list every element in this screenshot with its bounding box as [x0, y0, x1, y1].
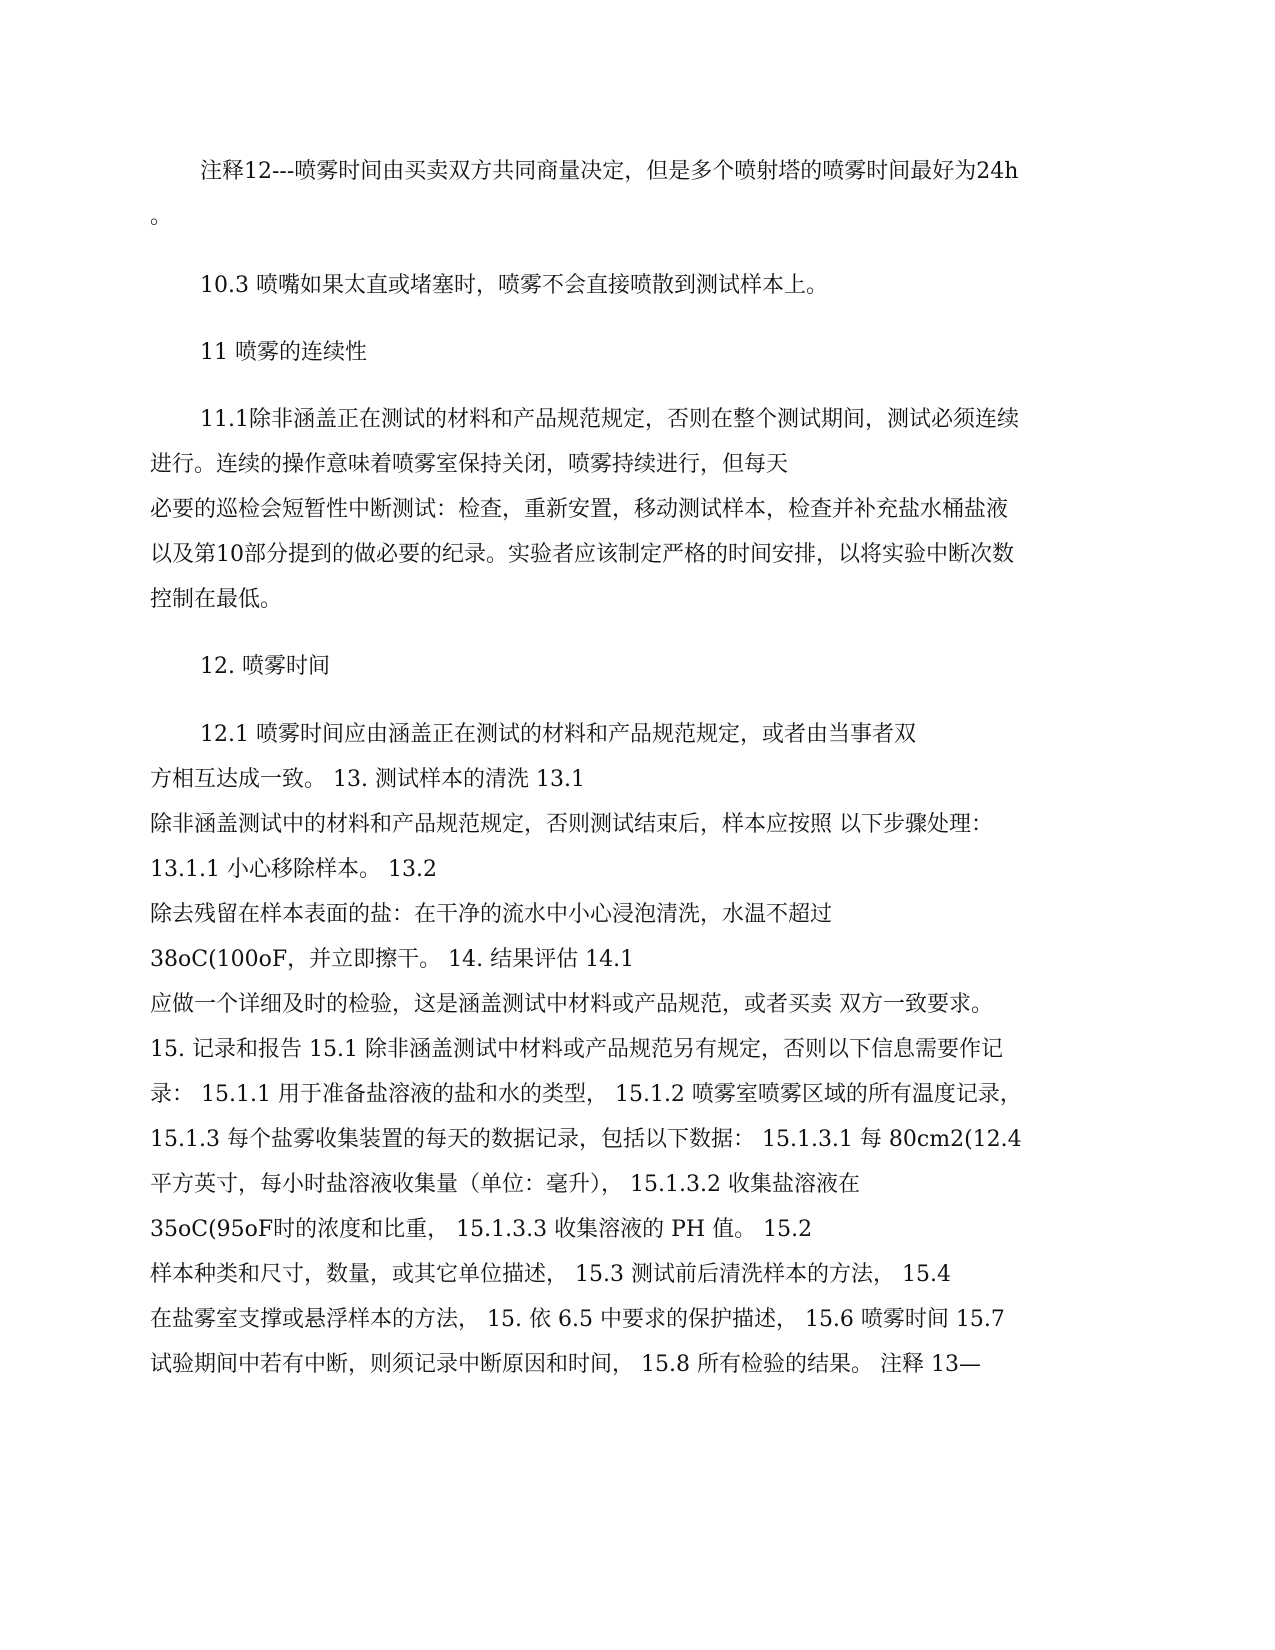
body-line: 除去残留在样本表面的盐：在干净的流水中小心浸泡清洗，水温不超过 — [150, 902, 833, 927]
note-12-continuation: 。 — [150, 204, 173, 229]
body-line: 13.1.1 小心移除样本。 13.2 — [150, 857, 437, 882]
body-line: 录： 15.1.1 用于准备盐溶液的盐和水的类型， 15.1.2 喷雾室喷雾区域的所有温度记录， — [150, 1082, 1022, 1107]
body-line: 除非涵盖测试中的材料和产品规范规定，否则测试结束后，样本应按照 以下步骤处理： — [150, 812, 993, 837]
body-line: 35oC(95oF时的浓度和比重， 15.1.3.3 收集溶液的 PH 值。 15.2 — [150, 1217, 813, 1242]
body-line: 15.1.3 每个盐雾收集装置的每天的数据记录，包括以下数据： 15.1.3.1 每 80cm2(12.4 — [150, 1127, 1022, 1152]
section-10-3: 10.3 喷嘴如果太直或堵塞时，喷雾不会直接喷散到测试样本上。 — [200, 273, 828, 298]
body-line: 38oC(100oF，并立即擦干。 14. 结果评估 14.1 — [150, 947, 635, 972]
note-12-line: 注释12---喷雾时间由买卖双方共同商量决定，但是多个喷射塔的喷雾时间最好为24h — [200, 159, 1019, 184]
body-line: 12.1 喷雾时间应由涵盖正在测试的材料和产品规范规定，或者由当事者双 — [200, 722, 916, 747]
section-11-1-line-4: 以及第10部分提到的做必要的纪录。实验者应该制定严格的时间安排，以将实验中断次数 — [150, 542, 1014, 567]
body-line: 试验期间中若有中断，则须记录中断原因和时间， 15.8 所有检验的结果。 注释 13— — [150, 1352, 981, 1377]
body-line: 应做一个详细及时的检验，这是涵盖测试中材料或产品规范，或者买卖 双方一致要求。 — [150, 992, 993, 1017]
section-11-1-line-2: 进行。连续的操作意味着喷雾室保持关闭，喷雾持续进行，但每天 — [150, 452, 789, 477]
body-line: 平方英寸，每小时盐溶液收集量（单位：毫升）， 15.1.3.2 收集盐溶液在 — [150, 1172, 860, 1197]
section-11-heading: 11 喷雾的连续性 — [200, 340, 367, 365]
section-11-1-line-5: 控制在最低。 — [150, 587, 283, 612]
section-11-1-line-3: 必要的巡检会短暂性中断测试：检查，重新安置，移动测试样本，检查并补充盐水桶盐液 — [150, 497, 1009, 522]
body-line: 15. 记录和报告 15.1 除非涵盖测试中材料或产品规范另有规定，否则以下信息需要作记 — [150, 1037, 1003, 1062]
body-line: 方相互达成一致。 13. 测试样本的清洗 13.1 — [150, 767, 585, 792]
body-line: 样本种类和尺寸，数量，或其它单位描述， 15.3 测试前后清洗样本的方法， 15.4 — [150, 1262, 951, 1287]
body-line: 在盐雾室支撑或悬浮样本的方法， 15. 依 6.5 中要求的保护描述， 15.6 喷雾时间 15.7 — [150, 1307, 1005, 1332]
section-11-1-line-1: 11.1除非涵盖正在测试的材料和产品规范规定，否则在整个测试期间，测试必须连续 — [200, 407, 1019, 432]
section-12-heading: 12. 喷雾时间 — [200, 654, 330, 679]
